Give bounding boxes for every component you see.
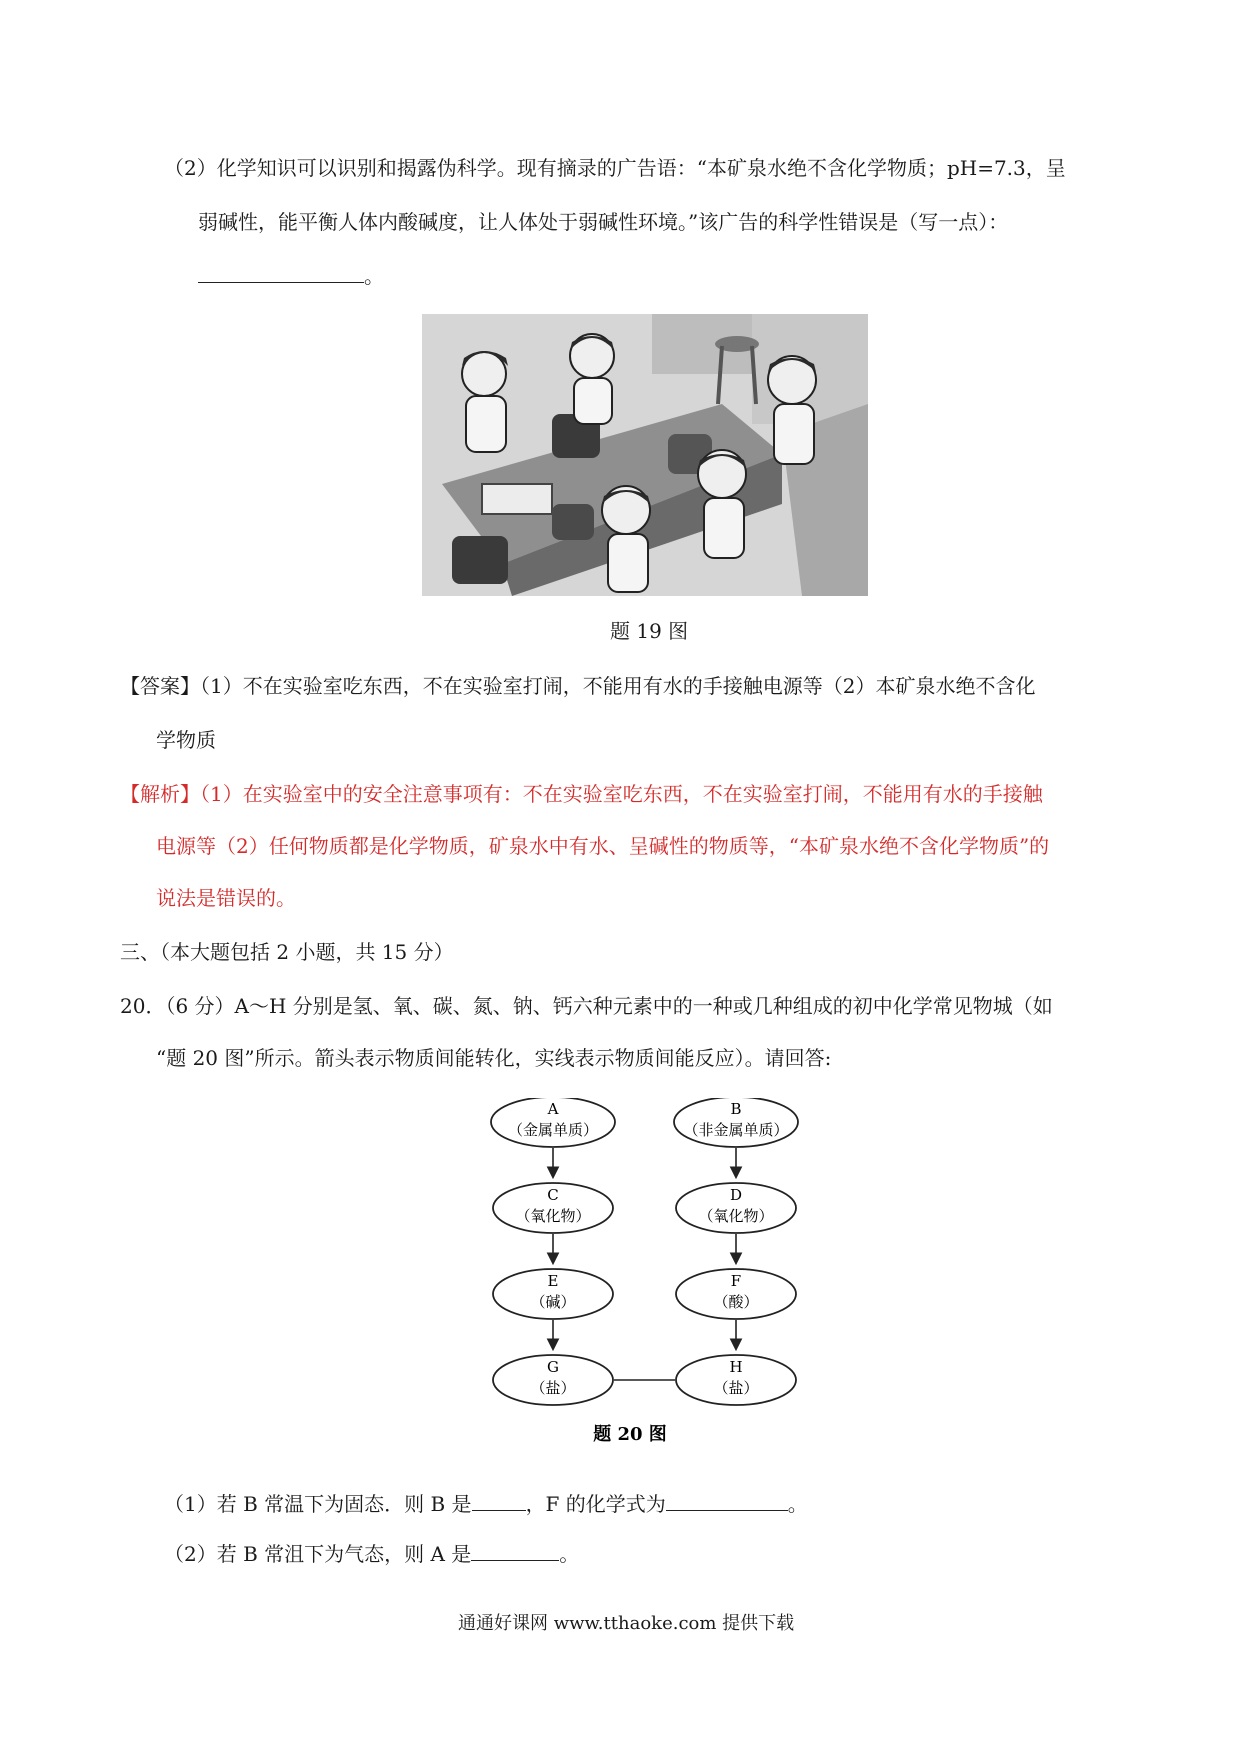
blank-b[interactable] (472, 1490, 526, 1511)
sub1-end: 。 (787, 1492, 808, 1516)
analysis-line-1 (120, 780, 1043, 808)
analysis-label: 【解析】 (120, 782, 200, 806)
footer-source: 通通好课网 www.tthaoke.com 提供下载 (458, 1613, 795, 1634)
question-2-line-2: 弱碱性，能平衡人体内酸碱度，让人体处于弱碱性环境。”该广告的科学性错误是（写一点）： (198, 210, 1009, 234)
sub1-text-b: ，F 的化学式为 (525, 1492, 666, 1516)
answer-line-1 (120, 672, 1035, 700)
node-e-type: （碱） (530, 1293, 576, 1311)
node-h (676, 1355, 796, 1405)
figure-20-caption: 题 20 图 (593, 1424, 667, 1445)
node-h-type: （盐） (713, 1379, 759, 1397)
node-c (493, 1183, 613, 1233)
node-a-letter: A (547, 1100, 559, 1118)
blank-f-formula[interactable] (666, 1490, 788, 1511)
answer-label: 【答案】 (120, 674, 200, 698)
answer-line-2: 学物质 (156, 728, 216, 752)
lab-illustration-svg (422, 314, 868, 596)
node-h-letter: H (729, 1358, 743, 1376)
figure-20-diagram (480, 1098, 840, 1458)
node-b-type: （非金属单质） (683, 1121, 789, 1139)
question-20-sub-1 (164, 1490, 808, 1518)
question-2-line-1: （2）化学知识可以识别和揭露伪科学。现有摘录的广告语：“本矿泉水绝不含化学物质；pH=7.3，呈 (164, 156, 1066, 180)
question-20-line-1: 20．（6 分）A～H 分别是氢、氧、碳、氮、钠、钙六种元素中的一种或几种组成的初中化学常见物城（如 (120, 994, 1053, 1018)
sub1-text-a: （1）若 B 常温下为固态．则 B 是 (164, 1492, 472, 1516)
lab-safety-illustration (422, 314, 868, 596)
node-g-letter: G (547, 1358, 559, 1376)
period: 。 (364, 264, 384, 288)
node-f-letter: F (730, 1272, 742, 1290)
node-b (674, 1098, 798, 1147)
node-g-type: （盐） (530, 1379, 576, 1397)
node-d-type: （氧化物） (698, 1207, 774, 1225)
node-g (493, 1355, 613, 1405)
node-c-letter: C (547, 1186, 559, 1204)
question-2-line-3 (198, 262, 384, 290)
node-a (491, 1098, 615, 1147)
node-e (493, 1269, 613, 1319)
analysis-text-1: （1）在实验室中的安全注意事项有：不在实验室吃东西，不在实验室打闹，不能用有水的手接触 (200, 782, 1043, 806)
node-f (676, 1269, 796, 1319)
question-20-sub-2 (164, 1540, 579, 1568)
node-d-letter: D (729, 1186, 743, 1204)
question-20-line-2: “题 20 图”所示。箭头表示物质间能转化，实线表示物质间能反应）。请回答: (156, 1046, 832, 1070)
node-c-type: （氧化物） (515, 1207, 591, 1225)
node-d (676, 1183, 796, 1233)
node-a-type: （金属单质） (507, 1121, 599, 1139)
section-3-heading: 三、（本大题包括 2 小题，共 15 分） (120, 940, 454, 964)
figure-19-caption: 题 19 图 (610, 619, 689, 643)
node-f-type: （酸） (713, 1293, 759, 1311)
answer-text-1: （1）不在实验室吃东西，不在实验室打闹，不能用有水的手接触电源等（2）本矿泉水绝不含化 (200, 674, 1036, 698)
answer-blank[interactable] (198, 262, 364, 283)
blank-a[interactable] (471, 1540, 559, 1561)
analysis-line-2: 电源等（2）任何物质都是化学物质，矿泉水中有水、呈碱性的物质等，“本矿泉水绝不含化学物质”的 (156, 834, 1050, 858)
node-b-letter: B (730, 1100, 742, 1118)
analysis-line-3: 说法是错误的。 (156, 886, 296, 910)
sub2-end: 。 (559, 1542, 580, 1566)
sub2-text-a: （2）若 B 常沮下为气态，则 A 是 (164, 1542, 472, 1566)
node-e-letter: E (547, 1272, 559, 1290)
